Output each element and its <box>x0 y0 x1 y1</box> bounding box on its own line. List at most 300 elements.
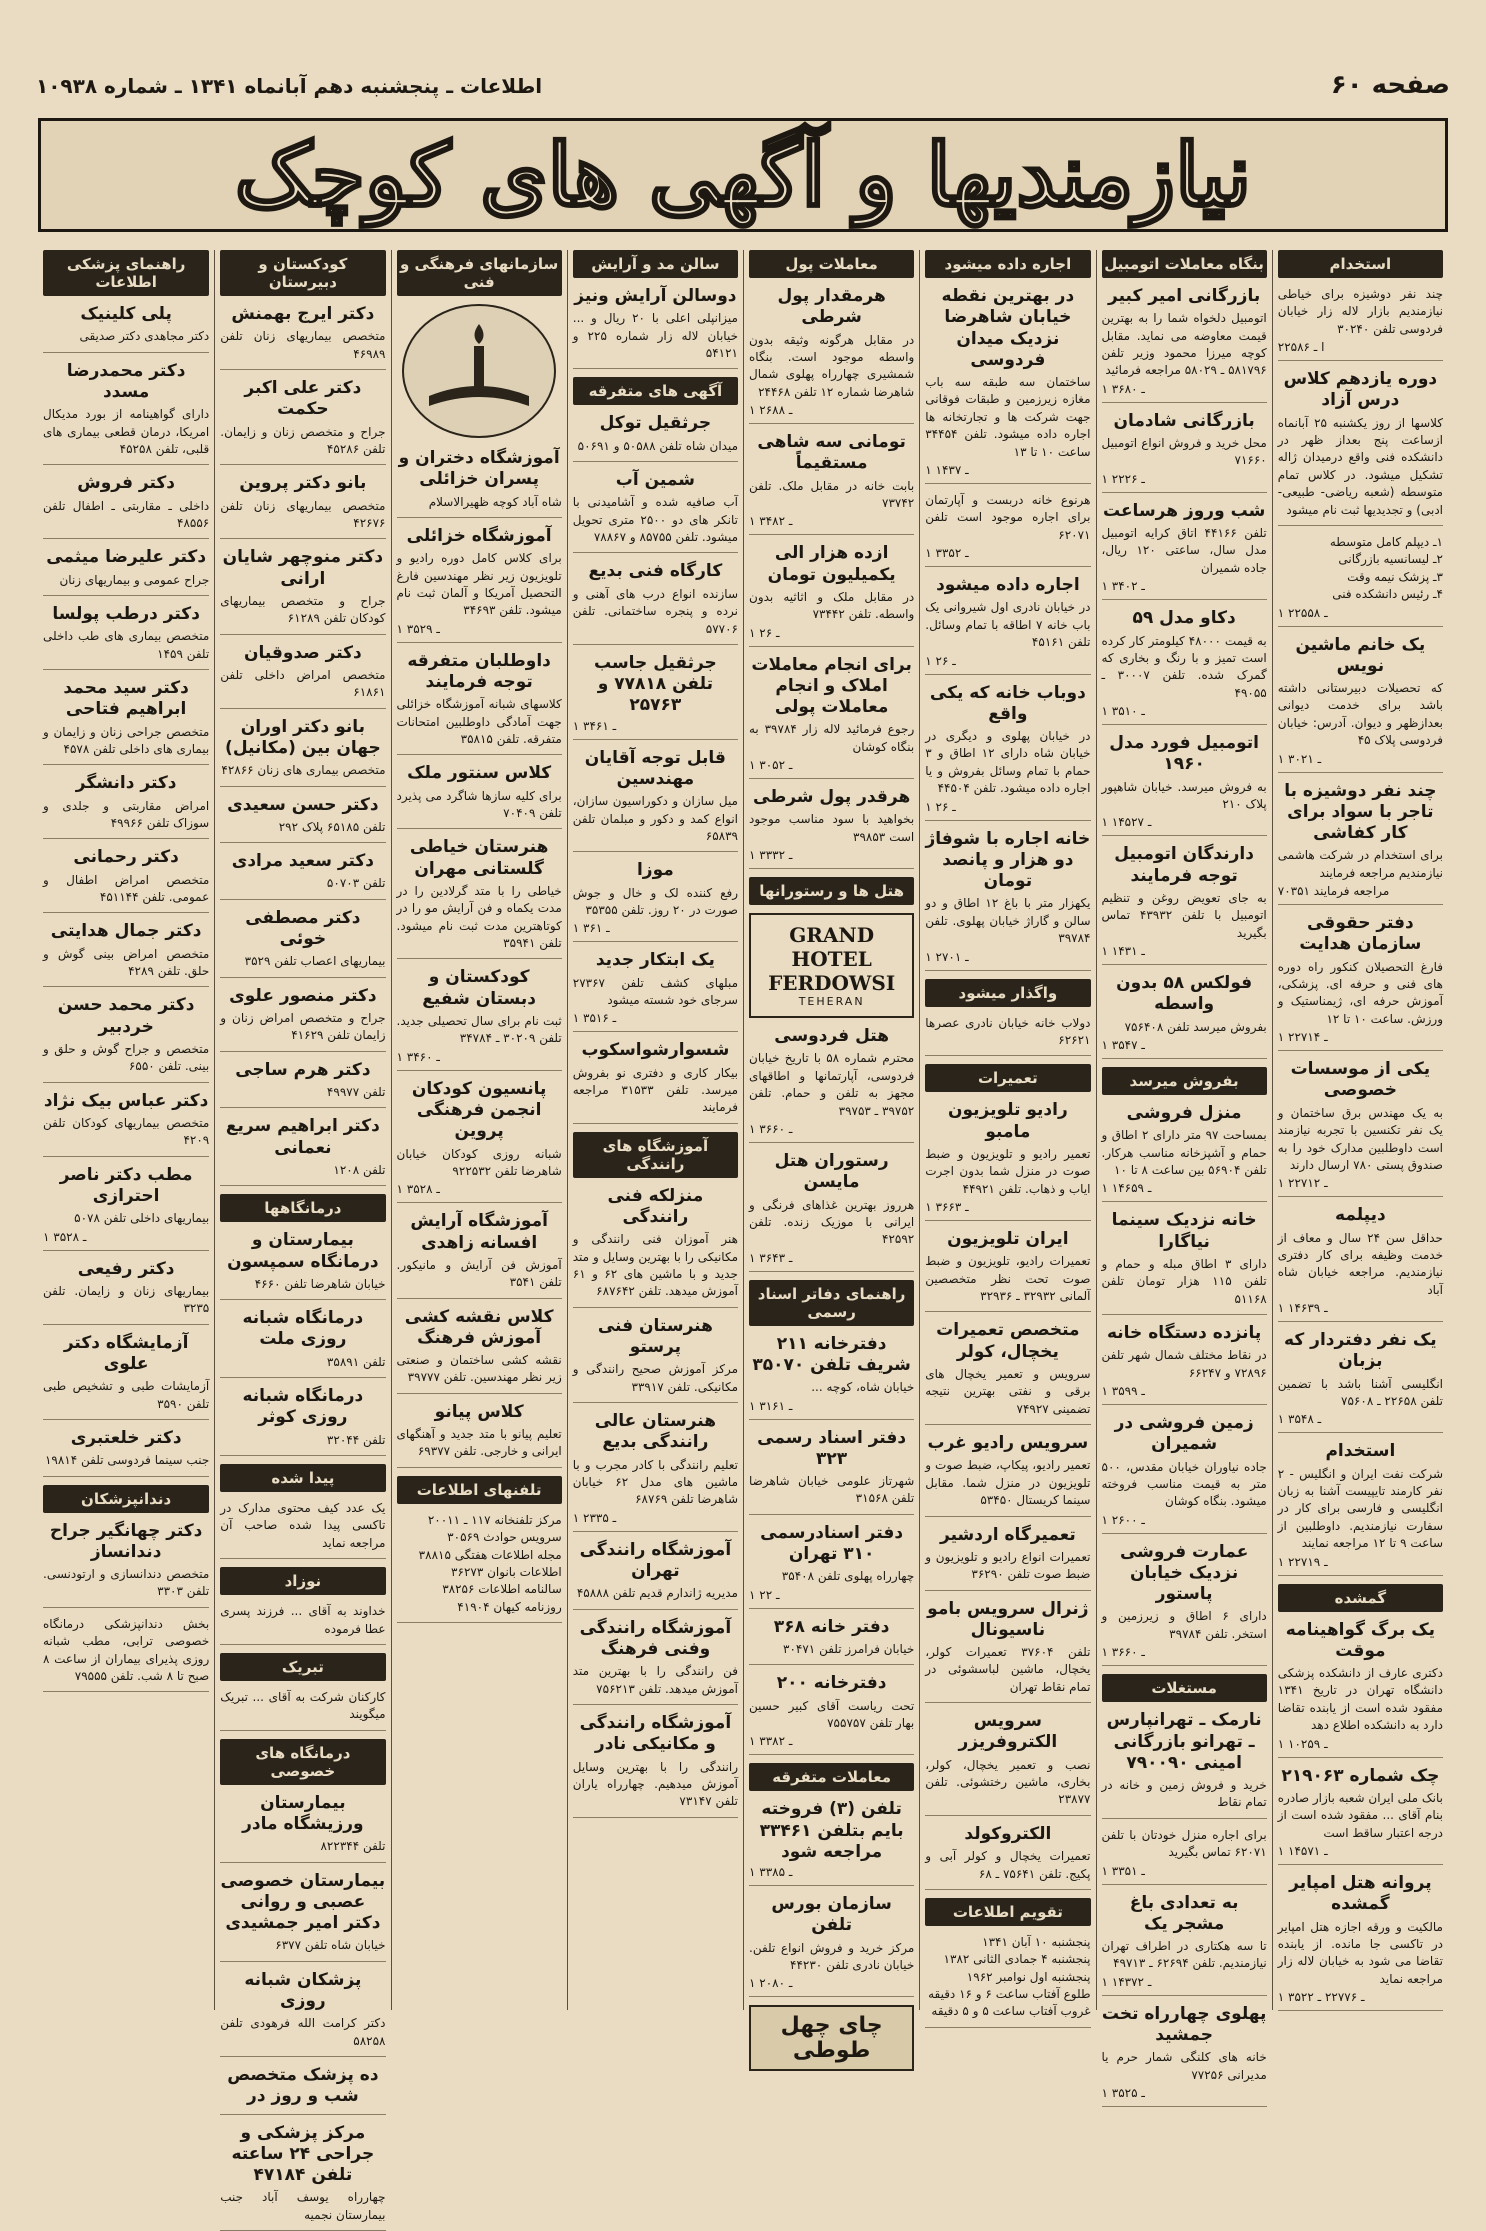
ad-code: ۱ ـ ۳۶۶۰ <box>1102 1645 1267 1659</box>
classified-ad <box>220 1060 385 1109</box>
ad-title: دکتر سید محمد ابراهیم فتاحی <box>43 678 209 721</box>
classified-ad <box>573 748 738 853</box>
ad-body: تلفن ۸۲۲۳۴۴ <box>220 1838 385 1855</box>
classified-ad <box>220 1871 385 1962</box>
ad-code: ۱ ـ ۳۶۱ <box>573 921 738 935</box>
ad-title: هرقدر پول شرطی <box>749 787 914 808</box>
ad-title: دکتر محمدرضا مسدد <box>43 361 209 404</box>
ad-body: امراض مقاربتی و جلدی و سوزاک تلفن ۴۹۹۶۶ <box>43 798 209 833</box>
dateline: اطلاعات ـ پنجشنبه دهم آبانماه ۱۳۴۱ ـ شماره ۱۰۹۳۸ <box>36 74 542 98</box>
ad-body: بیکار کاری و دفتری نو بفروش میرسد. تلفن ۳۱۵۳۳ مراجعه فرمایند <box>573 1065 738 1117</box>
book-candle-emblem-icon <box>402 304 556 438</box>
column-col7 <box>214 250 390 2010</box>
classified-ad <box>925 1599 1090 1704</box>
classified-ad <box>1102 1210 1267 1315</box>
ad-title: سازمان بورس تلفن <box>749 1894 914 1937</box>
classified-ad <box>1278 1441 1443 1575</box>
section-heading: اجاره داده میشود <box>925 250 1090 278</box>
ad-title: در بهترین نقطه خیابان شاهرضا نزدیک میدان فردوسی <box>925 286 1090 371</box>
ad-title: بازرگانی شادمان <box>1102 411 1267 432</box>
ad-body: چهارراه پهلوی تلفن ۳۵۴۰۸ <box>749 1568 914 1585</box>
classified-ad <box>220 2123 385 2231</box>
ad-title: جرثقیل توکل <box>573 413 738 434</box>
classified-ad <box>1102 411 1267 493</box>
ad-title: یک برگ گواهینامه موقت <box>1278 1620 1443 1663</box>
ad-body: خیابان شاه تلفن ۶۳۷۷ <box>220 1937 385 1954</box>
ad-title: آموزشگاه رانندگی تهران <box>573 1540 738 1583</box>
ad-body: متخصص جراحی زنان و زایمان و بیماری های داخلی تلفن ۴۵۷۸ <box>43 724 209 759</box>
classified-ad <box>925 1934 1090 2028</box>
ad-body: کارکنان شرکت به آقای ... تبریک میگویند <box>220 1689 385 1724</box>
ad-body: جراح عمومی و بیماریهای زنان <box>43 572 209 589</box>
classified-ad <box>43 1333 209 1420</box>
classified-ad <box>397 651 562 756</box>
ad-body: آموزش فن آرایش و مانیکور. تلفن ۳۵۴۱ <box>397 1257 562 1292</box>
section-heading: درمانگاه های خصوصی <box>220 1739 385 1785</box>
classified-ad <box>925 1229 1090 1312</box>
column-col3 <box>919 250 1095 2010</box>
ad-body: رجوع فرمائید لاله زار ۳۹۷۸۴ به بنگاه کوشان <box>749 721 914 756</box>
ad-title: منزلکه فنی رانندگی <box>573 1186 738 1229</box>
classified-ad <box>573 561 738 644</box>
classified-ad <box>749 1151 914 1272</box>
classified-columns <box>38 250 1448 2010</box>
ad-body: دولاب خانه خیابان نادری عصرها ۶۲۶۲۱ <box>925 1015 1090 1050</box>
ad-body: بفروش میرسد تلفن ۷۵۶۴۰۸ <box>1102 1019 1267 1036</box>
ad-title: هنرستان عالی رانندگی بدیع <box>573 1411 738 1454</box>
ad-body: میزانپلی اعلی با ۲۰ ریال و ... خیابان لاله زار شماره ۲۲۵ و ۵۴۱۲۱ <box>573 310 738 362</box>
ad-title: قابل توجه آقایان مهندسین <box>573 748 738 791</box>
ad-title: بیمارستان خصوصی عصبی و روانی دکتر امیر جمشیدی <box>220 1871 385 1935</box>
ad-title: دکتر مصطفی خوئی <box>220 908 385 951</box>
classified-ad <box>1102 973 1267 1059</box>
ad-title: دکتر ابراهیم سریع نعمانی <box>220 1116 385 1159</box>
classified-ad <box>749 1523 914 1609</box>
ad-body: دکتری عارف از دانشکده پزشکی دانشگاه تهران در تاریخ ۱۳۴۱ مفقود شده است از یابنده تقاضا دارد به دانشکده اطلاع دهد <box>1278 1665 1443 1735</box>
ad-title: رستوران هتل مایسن <box>749 1151 914 1194</box>
classified-ad <box>1102 1827 1267 1885</box>
ad-title: دکتر سعید مرادی <box>220 851 385 872</box>
ad-code: ۱ ـ ۳۳۵۱ <box>1102 1864 1267 1878</box>
ad-title: مطب دکتر ناصر احترازی <box>43 1165 209 1208</box>
ad-body: بیماریهای اعصاب تلفن ۳۵۲۹ <box>220 953 385 970</box>
classified-ad <box>925 683 1090 821</box>
ad-code: ۱ ـ ۲۶ <box>925 654 1090 668</box>
ad-code: ۱ ـ ۱۴۳۷ <box>925 463 1090 477</box>
classified-ad <box>749 1673 914 1755</box>
ad-code: ۱ ـ ۱۴۵۷۱ <box>1278 1844 1443 1858</box>
ad-body: اتومبیل دلخواه شما را به بهترین قیمت معاوضه می نماید. مقابل کوچه میرزا محمود وزیر تلفن ۵۸۱۷۹۶ ـ ۵۸۰۲۹ مراجعه فرمائید <box>1102 310 1267 380</box>
ad-body: خرید و فروش زمین و خانه در تمام نقاط <box>1102 1777 1267 1812</box>
ad-body: بانک ملی ایران شعبه بازار صادره بنام آقای ... مفقود شده است از درجه اعتبار ساقط است <box>1278 1790 1443 1842</box>
ad-code: ۱ ـ ۳۴۶۰ <box>397 1050 562 1064</box>
classified-ad <box>397 1079 562 1204</box>
classified-ad <box>220 1603 385 1645</box>
classified-ad <box>220 1386 385 1456</box>
ad-title: دکتر رحمانی <box>43 847 209 868</box>
ad-body: دارای گواهینامه از بورد مدیکال امریکا، درمان قطعی بیماری های قلبی، تلفن ۴۵۲۵۸ <box>43 406 209 458</box>
ad-code: ۱ ـ ۲۳۳۵ <box>573 1511 738 1525</box>
ad-title: دکتر عباس بیک نژاد <box>43 1091 209 1112</box>
ad-body: بمساحت ۹۷ متر دارای ۲ اطاق و حمام و آشپزخانه مناسب هرکار. تلفن ۵۶۹۰۴ بین ساعت ۸ تا ۱۰ <box>1102 1127 1267 1179</box>
ad-code: ۱ ـ ۲۲۲۶ <box>1102 472 1267 486</box>
classified-ad <box>220 473 385 539</box>
ad-title: دوسالن آرایش ونیز <box>573 286 738 307</box>
ad-title: دکتر خلعتبری <box>43 1428 209 1449</box>
classified-ad <box>925 1015 1090 1057</box>
ad-code: ۱ ـ ۳۱۶۱ <box>749 1399 914 1413</box>
ad-code: ۱ ـ ۲۰۸۰ <box>749 1976 914 1990</box>
classified-ad <box>43 1616 209 1693</box>
column-col1 <box>1272 250 1448 2010</box>
ad-code: ۱ ـ ۲۶۰۰ <box>1102 1513 1267 1527</box>
classified-ad <box>43 1091 209 1157</box>
column-col2 <box>1096 250 1272 2010</box>
ad-title: آموزشگاه آرایش افسانه زاهدی <box>397 1211 562 1254</box>
ad-body: در مقابل ملک و اثاثیه بدون واسطه. تلفن ۷۳۴۴۲ <box>749 589 914 624</box>
section-heading: سالن مد و آرایش <box>573 250 738 278</box>
ad-title: آموزشگاه دختران و پسران خزائلی <box>397 448 562 491</box>
ad-title: جرثقیل جاسب تلفن ۷۷۸۱۸ و ۲۵۷۶۳ <box>573 653 738 717</box>
ad-body: جاده نیاوران خیابان مقدس، ۵۰۰ متر به قیمت مناسب فروخته میشود. بنگاه کوشان <box>1102 1459 1267 1511</box>
classified-ad <box>1102 733 1267 836</box>
classified-ad <box>220 2065 385 2115</box>
classified-ad <box>43 604 209 670</box>
section-heading: بفروش میرسد <box>1102 1067 1267 1095</box>
classified-ad <box>43 473 209 539</box>
section-heading: استخدام <box>1278 250 1443 278</box>
ad-code: ۱ ـ ۳۴۸۲ <box>749 514 914 528</box>
ad-title: یک نفر دفتردار که بزبان <box>1278 1330 1443 1373</box>
classified-ad <box>220 1970 385 2057</box>
ad-title: دکتر منصور علوی <box>220 986 385 1007</box>
ad-code: ۱ ـ ۲۶ <box>925 800 1090 814</box>
ad-body: تلفن ۴۴۱۶۶ اتاق کرایه اتومبیل مدل سال، ساعتی ۱۲۰ ریال، جاده شمیران <box>1102 525 1267 577</box>
ad-body: تلفن ۱۲۰۸ <box>220 1162 385 1179</box>
classified-ad <box>397 1307 562 1394</box>
ad-code: ۱ ـ ۳۰۲۱ <box>1278 752 1443 766</box>
classified-ad <box>220 304 385 370</box>
ad-code: ۱ ـ ۲۲۷۱۲ <box>1278 1176 1443 1190</box>
classified-ad <box>1278 534 1443 627</box>
ad-body: برای کلیه سازها شاگرد می پذیرد تلفن ۷۰۴۰۹ <box>397 788 562 823</box>
classified-ad <box>1102 286 1267 403</box>
ad-title: پهلوی چهارراه تخت جمشید <box>1102 2004 1267 2047</box>
classified-ad <box>573 1316 738 1403</box>
ad-code: ۱ ـ ۱۴۶۳۹ <box>1278 1301 1443 1315</box>
ad-title: سرویس الکتروفریزر <box>925 1711 1090 1754</box>
ad-body: محل خرید و فروش انواع اتومبیل ۷۱۶۶۰ <box>1102 435 1267 470</box>
classified-ad <box>925 575 1090 674</box>
ad-title: یک خانم ماشین نویس <box>1278 635 1443 678</box>
ad-code: ۱ ـ ۳۰۵۲ <box>749 758 914 772</box>
ad-body: سرویس و تعمیر یخچال های برقی و نفتی بهترین نتیجه تضمینی ۷۴۹۲۷ <box>925 1366 1090 1418</box>
classified-ad <box>43 921 209 987</box>
ad-body: ۱ـ دیپلم کامل متوسطه ۲ـ لیسانسیه بازرگانی ۳ـ پزشک نیمه وقت ۴ـ رئیس دانشکده فنی <box>1278 534 1443 604</box>
ad-title: آموزشگاه رانندگی وفنی فرهنگ <box>573 1618 738 1661</box>
column-col4 <box>743 250 919 2010</box>
classified-ad <box>925 1433 1090 1516</box>
ad-title: هتل فردوسی <box>749 1026 914 1047</box>
ad-code: ۱ ـ ۲۲۷۱۹ <box>1278 1555 1443 1569</box>
ad-title: کلاس نقشه کشی آموزش فرهنگ <box>397 1307 562 1350</box>
classified-ad <box>1102 2004 1267 2107</box>
tea-advertisement: چای چهل طوطی <box>749 2005 914 2071</box>
ad-title: دفتر اسناد رسمی ۳۲۳ <box>749 1428 914 1471</box>
classified-ad <box>43 1259 209 1325</box>
ad-title: کلاس سنتور ملک <box>397 763 562 784</box>
ad-code: ۷۰۳۵۱ مراجعه فرمایند <box>1278 884 1443 898</box>
section-heading: تبریک <box>220 1653 385 1681</box>
ad-body: در خیابان پهلوی و دیگری در خیابان شاه دارای ۱۲ اطاق و ۳ حمام با تمام وسائل بفروش و یا اجاره داده میشود. تلفن ۴۴۵۰۴ <box>925 728 1090 798</box>
ad-code: ۱ ـ ۳۶۴۳ <box>749 1251 914 1265</box>
section-heading: آموزشگاه های رانندگی <box>573 1132 738 1178</box>
ad-body: دارای ۳ اطاق مبله و حمام و تلفن ۱۱۵ هزار تومان تلفن ۵۱۱۶۸ <box>1102 1256 1267 1308</box>
ad-title: پزشکان شبانه روزی <box>220 1970 385 2013</box>
classified-ad <box>220 1689 385 1731</box>
ad-code: ۱ ـ ۳۶۸۰ <box>1102 382 1267 396</box>
ad-title: دکتر منوچهر شایان ارانی <box>220 547 385 590</box>
ad-title: دکتر جمال هدایتی <box>43 921 209 942</box>
ad-body: آب صافیه شده و آشامیدنی با تانکر های دو ۲۵۰۰ متری تحویل میشود. تلفن ۸۵۷۵۵ و ۷۸۸۶۷ <box>573 494 738 546</box>
ad-body: حداقل سن ۲۴ سال و معاف از خدمت وظیفه برای کار دفتری نیازمندیم. مراجعه خیابان شاه آباد <box>1278 1230 1443 1300</box>
ad-title: یک ابتکار جدید <box>573 950 738 971</box>
classified-ad <box>749 1334 914 1420</box>
ad-title: هرمقدار پول شرطی <box>749 286 914 329</box>
classified-ad <box>1278 1873 1443 2011</box>
ad-code: ۱ ـ ۱۴۵۲۷ <box>1102 815 1267 829</box>
section-heading: مستغلات <box>1102 1674 1267 1702</box>
section-heading: آگهی های متفرقه <box>573 377 738 405</box>
ad-body: مبلهای کشف تلفن ۲۷۳۶۷ سرجای خود شسته میشود <box>573 975 738 1010</box>
classifieds-banner <box>38 118 1448 232</box>
ad-code: ۱ ـ ۲۲۷۷۶ ـ ۳۵۲۲ <box>1278 1990 1443 2004</box>
ad-code: ۱ ـ ۲۷۰۱ <box>925 950 1090 964</box>
classified-ad <box>220 795 385 844</box>
ad-body: تعمیرات انواع رادیو و تلویزیون و ضبط صوت تلفن ۳۶۲۹۰ <box>925 1549 1090 1584</box>
ad-title: دوباب خانه که یکی واقع <box>925 683 1090 726</box>
ad-code: ۱ ـ ۳۳۳۲ <box>749 848 914 862</box>
ad-code: ۱ ـ ۱۰۲۵۹ <box>1278 1737 1443 1751</box>
classified-ad <box>1278 913 1443 1051</box>
ad-body: میل سازان و دکوراسیون سازان، انواع کمد و دکور و مبلمان تلفن ۶۵۸۳۹ <box>573 793 738 845</box>
ad-title: آموزشگاه رانندگی و مکانیکی نادر <box>573 1713 738 1756</box>
ad-code: ۱ ـ ۳۶۶۰ <box>749 1122 914 1136</box>
classified-ad <box>1278 1205 1443 1322</box>
ad-body: در مقابل هرگونه وثیقه بدون واسطه موجود است. بنگاه شمشیری چهارراه پهلوی شمال شاهرضا شماره ۱۲ تلفن ۲۴۴۶۸ <box>749 332 914 402</box>
ad-body: فن رانندگی را با بهترین متد آموزش میدهد. تلفن ۷۵۶۲۱۳ <box>573 1663 738 1698</box>
section-heading: سازمانهای فرهنگی و فنی <box>397 250 562 296</box>
ad-body: ثبت نام برای سال تحصیلی جدید. تلفن ۳۰۲۰۹ ـ ۳۴۷۸۴ <box>397 1013 562 1048</box>
ad-title: خانه اجاره با شوفاژ دو هزار و پانصد تومان <box>925 829 1090 893</box>
ad-title: پلی کلینیک <box>43 304 209 325</box>
ad-body: انگلیسی آشنا باشد با تضمین تلفن ۲۲۶۵۸ ـ ۷۵۶۰۸ <box>1278 1376 1443 1411</box>
ad-title: دکتر صدوقیان <box>220 643 385 664</box>
ad-body: خیابان شاهرضا تلفن ۴۶۶۰ <box>220 1276 385 1293</box>
classified-ad <box>397 837 562 959</box>
ad-body: پنجشنبه ۱۰ آبان ۱۳۴۱ پنجشنبه ۴ جمادی الثانی ۱۳۸۲ پنجشنبه اول نوامبر ۱۹۶۲ طلوع آفتاب ساعت ۶ و ۱۶ دقیقه غروب آفتاب ساعت ۵ و ۵ دقیقه <box>925 1934 1090 2021</box>
classified-ad <box>220 1308 385 1378</box>
ad-body: مرکز خرید و فروش انواع تلفن. خیابان نادری تلفن ۴۴۲۳۰ <box>749 1940 914 1975</box>
classified-ad <box>573 860 738 942</box>
classified-ad <box>1278 1330 1443 1433</box>
section-heading: گمشده <box>1278 1584 1443 1612</box>
ad-body: ساختمان سه طبقه سه باب مغازه زیرزمین و طبقات فوقانی جهت شرکت ها و تجارتخانه ها اجاره داده میشود. تلفن ۳۴۴۵۴ ساعت ۱۰ تا ۱۳ <box>925 374 1090 461</box>
ad-body: آزمایشات طبی و تشخیص طبی تلفن ۳۵۹۰ <box>43 1378 209 1413</box>
classified-ad <box>925 1100 1090 1221</box>
classified-ad <box>925 1824 1090 1890</box>
ad-body: یک عدد کیف محتوی مدارک در تاکسی پیدا شده صاحب آن مراجعه نماید <box>220 1500 385 1552</box>
ad-body: به یک مهندس برق ساختمان و یک نفر تکنسین با تجربه نیازمند است داوطلبین مدارک خود را به صندوق پستی ۷۸۰ ارسال دارند <box>1278 1105 1443 1175</box>
ad-code: ۱ ـ ۳۳۸۵ <box>749 1865 914 1879</box>
ad-body: هرنوع خانه دربست و آپارتمان برای اجاره موجود است تلفن ۶۲۰۷۱ <box>925 492 1090 544</box>
ad-body: تحت ریاست آقای کبیر حسین بهار تلفن ۷۵۵۷۵۷ <box>749 1698 914 1733</box>
ad-body: خیابان فرامرز تلفن ۳۰۴۷۱ <box>749 1641 914 1658</box>
page-number: صفحه ۶۰ <box>1331 70 1450 100</box>
ad-code: ۱ ـ ۳۳۸۲ <box>749 1734 914 1748</box>
classified-ad <box>1102 1542 1267 1667</box>
ad-code: ۱ ـ ۳۳۵۲ <box>925 546 1090 560</box>
ad-body: مالکیت و ورقه اجازه هتل امپایر در تاکسی جا مانده. از یابنده تقاضا می شود به خیابان لاله زار مراجعه نماید <box>1278 1919 1443 1989</box>
classified-ad <box>925 1320 1090 1425</box>
ad-body: متخصص بیماری های طب داخلی تلفن ۱۴۵۹ <box>43 628 209 663</box>
ad-body: جراح و متخصص زنان و زایمان. تلفن ۴۵۲۸۶ <box>220 424 385 459</box>
ad-code: ۱ ـ ۱۴۶۵۹ <box>1102 1181 1267 1195</box>
classified-ad <box>397 1402 562 1468</box>
ad-title: چند نفر دوشیزه با تاجر با سواد برای کار کفاشی <box>1278 781 1443 845</box>
ad-body: تلفن ۴۹۹۷۷ <box>220 1084 385 1101</box>
ad-code: ۱ ـ ۲۶۸۸ <box>749 403 914 417</box>
ad-code: ۱ ـ ۲۲ <box>749 1588 914 1602</box>
ad-title: دکتر فروش <box>43 473 209 494</box>
classified-ad <box>749 432 914 535</box>
ad-title: هنرستان خیاطی گلستانی مهران <box>397 837 562 880</box>
ad-body: دارای ۶ اطاق و زیرزمین و استخر. تلفن ۳۹۷۸۴ <box>1102 1608 1267 1643</box>
ad-title: داوطلبان متفرقه توجه فرمایند <box>397 651 562 694</box>
ad-title: بانو دکتر پروین <box>220 473 385 494</box>
section-heading: کودکستان و دبیرستان <box>220 250 385 296</box>
ad-body: برای اجاره منزل خودتان با تلفن ۶۲۰۷۱ تماس بگیرید <box>1102 1827 1267 1862</box>
section-heading: بنگاه معاملات اتومبیل <box>1102 250 1267 278</box>
ad-title: دکاو مدل ۵۹ <box>1102 608 1267 629</box>
section-heading: هتل ها و رستورانها <box>749 877 914 905</box>
classified-ad <box>220 378 385 465</box>
classified-ad <box>220 1500 385 1559</box>
ad-body: مدیریه ژاندارم قدیم تلفن ۴۵۸۸۸ <box>573 1585 738 1602</box>
ad-title: استخدام <box>1278 1441 1443 1462</box>
ad-title: دارندگان اتومبیل توجه فرمایند <box>1102 844 1267 887</box>
ad-title: دکتر دانشگر <box>43 773 209 794</box>
ad-code: ۱ ـ ۲۲۵۵۸ <box>1278 606 1443 620</box>
ad-title: به تعدادی باغ مشجر یک <box>1102 1893 1267 1936</box>
classified-ad <box>1102 608 1267 725</box>
classified-ad <box>220 1793 385 1863</box>
ad-code: ۱ ـ ۳۵۲۸ <box>43 1230 209 1244</box>
ad-title: پروانه هتل امپایر گمشده <box>1278 1873 1443 1916</box>
ad-title: ده پزشک متخصص شب و روز در <box>220 2065 385 2108</box>
ad-body: برای کلاس کامل دوره رادیو و تلویزیون زیر نظر مهندسین فارغ التحصیل آمریکا و آلمان ثبت نام میشود. تلفن ۳۴۶۹۳ <box>397 550 562 620</box>
ad-code: ۱ ـ ۳۵۴۸ <box>1278 1412 1443 1426</box>
ad-code: ۱ ـ ۳۵۲۹ <box>397 622 562 636</box>
classified-ad <box>220 547 385 634</box>
ad-title: زمین فروشی در شمیران <box>1102 1413 1267 1456</box>
classified-ad <box>749 1894 914 1997</box>
classified-ad <box>43 1521 209 1608</box>
ad-title: دفتر حقوقی سازمان هدایت <box>1278 913 1443 956</box>
ad-body: رانندگی را با بهترین وسایل آموزش میدهیم. چهارراه یاران تلفن ۷۳۱۴۷ <box>573 1759 738 1811</box>
ad-title: درمانگاه شبانه روزی ملت <box>220 1308 385 1351</box>
classified-ad <box>1102 1103 1267 1202</box>
classified-ad <box>397 763 562 829</box>
ad-body: تلفن ۵۰۷۰۳ <box>220 875 385 892</box>
classified-ad <box>43 361 209 466</box>
ad-title: نارمک ـ تهرانپارس ـ تهرانو بازرگانی امینی ۷۹۰۰۹۰ <box>1102 1710 1267 1774</box>
ad-body: کلاسهای شبانه آموزشگاه خزائلی جهت آمادگی داوطلبین امتحانات متفرقه. تلفن ۳۵۸۱۵ <box>397 696 562 748</box>
ad-title: دکتر محمد حسن خردبیر <box>43 995 209 1038</box>
ad-body: در خیابان نادری اول شیروانی یک باب خانه ۷ اطاقه با تمام وسائل. تلفن ۴۵۱۶۱ <box>925 599 1090 651</box>
section-heading: درمانگاهها <box>220 1194 385 1222</box>
ad-title: شمین آب <box>573 470 738 491</box>
ad-title: کودکستان و دبستان شفیع <box>397 967 562 1010</box>
ad-body: نصب و تعمیر یخچال، کولر، بخاری، ماشین رختشوئی. تلفن ۲۳۸۷۷ <box>925 1757 1090 1809</box>
classified-ad <box>573 1186 738 1308</box>
classified-ad <box>43 678 209 765</box>
classified-ad <box>749 655 914 780</box>
ad-title: فولکس ۵۸ بدون واسطه <box>1102 973 1267 1016</box>
ad-body: فارغ التحصیلان کنکور راه دوره های فنی و حرفه ای. پزشکی، آموزش حرفه ای، ژیمناستیک و ورزش. ساعت ۱۰ تا ۱۲ <box>1278 959 1443 1029</box>
ad-code: ۱ ـ ۳۵۴۷ <box>1102 1038 1267 1052</box>
ad-body: به جای تعویض روغن و تنظیم اتومبیل با تلفن ۴۳۹۳۲ تماس بگیرید <box>1102 890 1267 942</box>
ad-title: تعمیرگاه اردشیر <box>925 1525 1090 1546</box>
ad-title: آموزشگاه خزائلی <box>397 526 562 547</box>
ad-body: بخش دندانپزشکی درمانگاه خصوصی ترابی، مطب شبانه روزی پذیرای بیماران از ساعت ۸ صبح تا ۸ شب. تلفن ۷۹۵۵۵ <box>43 1616 209 1686</box>
ad-code: ۱ ـ ۲۶ <box>749 626 914 640</box>
ad-body: چند نفر دوشیزه برای خیاطی نیازمندیم بازار لاله زار خیابان فردوسی تلفن ۳۰۲۴۰ <box>1278 286 1443 338</box>
ad-title: دکتر چهانگیر جراح دندانساز <box>43 1521 209 1564</box>
ad-body: جنب سینما فردوسی تلفن ۱۹۸۱۴ <box>43 1452 209 1469</box>
classified-ad <box>573 1411 738 1532</box>
ad-body: شهرتاز علومی خیابان شاهرضا تلفن ۳۱۵۶۸ <box>749 1473 914 1508</box>
classified-ad <box>220 908 385 978</box>
ad-title: دکتر درطب پولسا <box>43 604 209 625</box>
classified-ad <box>1102 1710 1267 1819</box>
ad-body: به قیمت ۴۸۰۰۰ کیلومتر کار کرده است تمیز و با رنگ و بخاری که گمرک شده. تلفن ۳۰۰۰۷ ـ ۴۹۰۵۵ <box>1102 633 1267 703</box>
ad-body: تعلیم پیانو با متد جدید و آهنگهای ایرانی و خارجی. تلفن ۶۹۳۷۷ <box>397 1426 562 1461</box>
classified-ad <box>573 1713 738 1818</box>
ad-body: به فروش میرسد. خیابان شاهپور پلاک ۲۱۰ <box>1102 779 1267 814</box>
section-heading: تلفنهای اطلاعات <box>397 1476 562 1504</box>
ad-title: دکتر حسن سعیدی <box>220 795 385 816</box>
ad-title: هنرستان فنی پرستو <box>573 1316 738 1359</box>
ad-body: دکتر کرامت الله فرهودی تلفن ۵۸۲۵۸ <box>220 2015 385 2050</box>
ad-title: پانسیون کودکان انجمن فرهنگی پروین <box>397 1079 562 1143</box>
ad-title: دکتر علی اکبر حکمت <box>220 378 385 421</box>
hotel-logo-name: GRAND HOTEL FERDOWSI <box>755 923 908 995</box>
classified-ad <box>573 470 738 553</box>
ad-body: دکتر مجاهدی دکتر صدیقی <box>43 328 209 345</box>
ad-code: ۱ ـ ۲۲۷۱۴ <box>1278 1030 1443 1044</box>
ad-title: دکتر رفیعی <box>43 1259 209 1280</box>
ad-body: جراح و متخصص امراض زنان و زایمان تلفن ۴۱۶۲۹ <box>220 1010 385 1045</box>
classified-ad <box>43 1428 209 1477</box>
ad-body: تعمیرات یخچال و کولر آبی و پکیج. تلفن ۷۵۶۴۱ ـ ۶۸ <box>925 1848 1090 1883</box>
ad-title: سرویس رادیو غرب <box>925 1433 1090 1454</box>
ad-code: ۱ ـ ۳۵۱۶ <box>573 1011 738 1025</box>
classified-ad <box>43 547 209 596</box>
classified-ad <box>1278 1620 1443 1758</box>
ad-title: عمارت فروشی نزدیک خیابان پاستور <box>1102 1542 1267 1606</box>
ad-body: بیماریهای داخلی تلفن ۵۰۷۸ <box>43 1210 209 1227</box>
